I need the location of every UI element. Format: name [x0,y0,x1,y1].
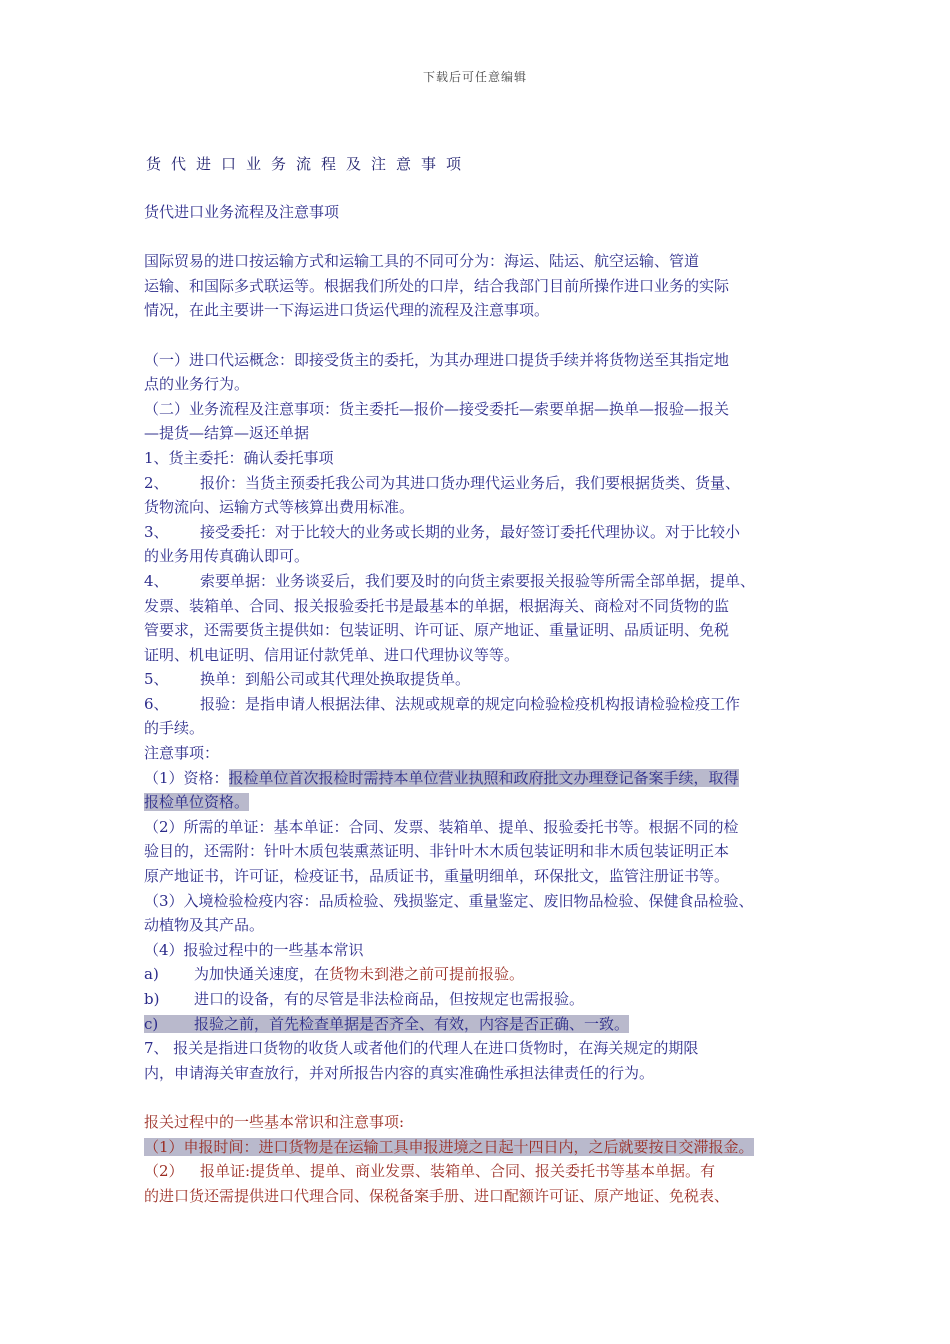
note-2-line-2: 验目的，还需附：针叶木质包装熏蒸证明、非针叶木木质包装证明和非木质包装证明正本 [144,842,730,861]
item-b [144,987,816,1012]
note-3-line-2: 动植物及其产品。 [144,916,265,935]
note-2-line-3: 原产地证书，许可证，检疫证书，品质证书，重量明细单，环保批文，监管注册证书等。 [144,867,730,886]
customs-2-text: 报单证:提货单、提单、商业发票、装箱单、合同、报关委托书等基本单据。有 [200,1162,716,1181]
customs-2-number: （2） [144,1162,184,1181]
note-1-line-1 [144,766,816,791]
page-header: 下载后可任意编辑 [422,70,527,84]
customs-title: 报关过程中的一些基本常识和注意事项: [144,1112,405,1131]
step-6-line-2: 的手续。 [144,719,205,738]
document-title: 货代进口业务流程及注意事项 [146,155,472,173]
item-a-label: a) [144,965,159,984]
customs-2-line-1 [144,1159,816,1184]
item-c-label: c) [144,1014,159,1033]
step-4-line-4: 证明、机电证明、信用证付款凭单、进口代理协议等等。 [144,645,520,664]
document-body [144,200,816,1208]
step-7-line-2: 内，申请海关审查放行，并对所报告内容的真实准确性承担法律责任的行为。 [144,1063,655,1082]
step-3-line-2: 的业务用传真确认即可。 [144,547,310,566]
step-4-line-3: 管要求，还需要货主提供如：包装证明、许可证、原产地证、重量证明、品质证明、免税 [144,621,730,640]
concept-line-2: 点的业务行为。 [144,375,250,394]
item-a [144,962,816,987]
notes-title: 注意事项： [144,744,220,763]
step-5-line-1 [144,667,816,692]
customs-1 [144,1135,816,1160]
item-a-red-text: 货物未到港之前可提前报验。 [329,965,525,984]
item-c-text: 报验之前，首先检查单据是否齐全、有效，内容是否正确、一致。 [194,1014,630,1033]
note-3-line-1: （3）入境检验检疫内容：品质检验、残损鉴定、重量鉴定、废旧物品检验、保健食品检验、 [144,891,754,910]
step-1: 1、货主委托：确认委托事项 [144,448,334,467]
step-4-line-1 [144,569,816,594]
step-2-line-2: 货物流向、运输方式等核算出费用标准。 [144,498,415,517]
step-4-number: 4、 [144,571,169,590]
item-b-label: b) [144,990,160,1008]
customs-2-line-2: 的进口货还需提供进口代理合同、保税备案手册、进口配额许可证、原产地证、免税表、 [144,1186,730,1205]
step-3-line-1 [144,520,816,545]
flow-line-1: （二）业务流程及注意事项：货主委托—报价—接受委托—索要单据—换单—报验—报关 [144,399,730,418]
step-6-line-1 [144,692,816,717]
step-4-text: 索要单据：业务谈妥后，我们要及时的向货主索要报关报验等所需全部单据，提单、 [200,571,756,590]
customs-1-highlight: （1）申报时间：进口货物是在运输工具申报进境之日起十四日内，之后就要按日交滞报金。 [144,1137,754,1156]
note-1-line-2 [144,790,816,815]
step-6-text: 报验：是指申请人根据法律、法规或规章的规定向检验检疫机构报请检验检疫工作 [200,694,741,713]
intro-line-1: 国际贸易的进口按运输方式和运输工具的不同可分为：海运、陆运、航空运输、管道 [144,252,700,271]
item-b-text: 进口的设备，有的尽管是非法检商品，但按规定也需报验。 [194,990,585,1008]
item-a-text: 为加快通关速度，在 [194,965,330,984]
step-4-line-2: 发票、装箱单、合同、报关报验委托书是最基本的单据，根据海关、商检对不同货物的监 [144,596,730,615]
step-7-line-1: 7、 报关是指进口货物的收货人或者他们的代理人在进口货物时，在海关规定的期限 [144,1039,699,1058]
flow-line-2: —提货—结算—返还单据 [144,424,310,443]
note-2-line-1: （2）所需的单证：基本单证：合同、发票、装箱单、提单、报验委托书等。根据不同的检 [144,817,739,836]
step-3-text: 接受委托：对于比较大的业务或长期的业务，最好签订委托代理协议。对于比较小 [200,522,741,541]
step-5-text: 换单：到船公司或其代理处换取提货单。 [200,670,471,689]
concept-line-1: （一）进口代运概念：即接受货主的委托，为其办理进口提货手续并将货物送至其指定地 [144,350,730,369]
intro-line-3: 情况，在此主要讲一下海运进口货运代理的流程及注意事项。 [144,301,550,320]
note-4: （4）报验过程中的一些基本常识 [144,940,364,959]
step-2-text: 报价：当货主预委托我公司为其进口货办理代运业务后，我们要根据货类、货量、 [200,473,741,492]
step-2-line-1 [144,471,816,496]
step-3-number: 3、 [144,522,169,541]
step-6-number: 6、 [144,694,169,713]
note-1-highlight-1: 报检单位首次报检时需持本单位营业执照和政府批文办理登记备案手续，取得 [228,768,739,787]
step-5-number: 5、 [144,670,169,689]
intro-line-2: 运输、和国际多式联运等。根据我们所处的口岸，结合我部门目前所操作进口业务的实际 [144,276,730,295]
step-2-number: 2、 [144,473,169,492]
subtitle: 货代进口业务流程及注意事项 [144,203,340,221]
note-1-highlight-2: 报检单位资格。 [144,793,250,812]
item-c [144,1012,816,1037]
note-1-prefix: （1）资格： [144,768,229,787]
